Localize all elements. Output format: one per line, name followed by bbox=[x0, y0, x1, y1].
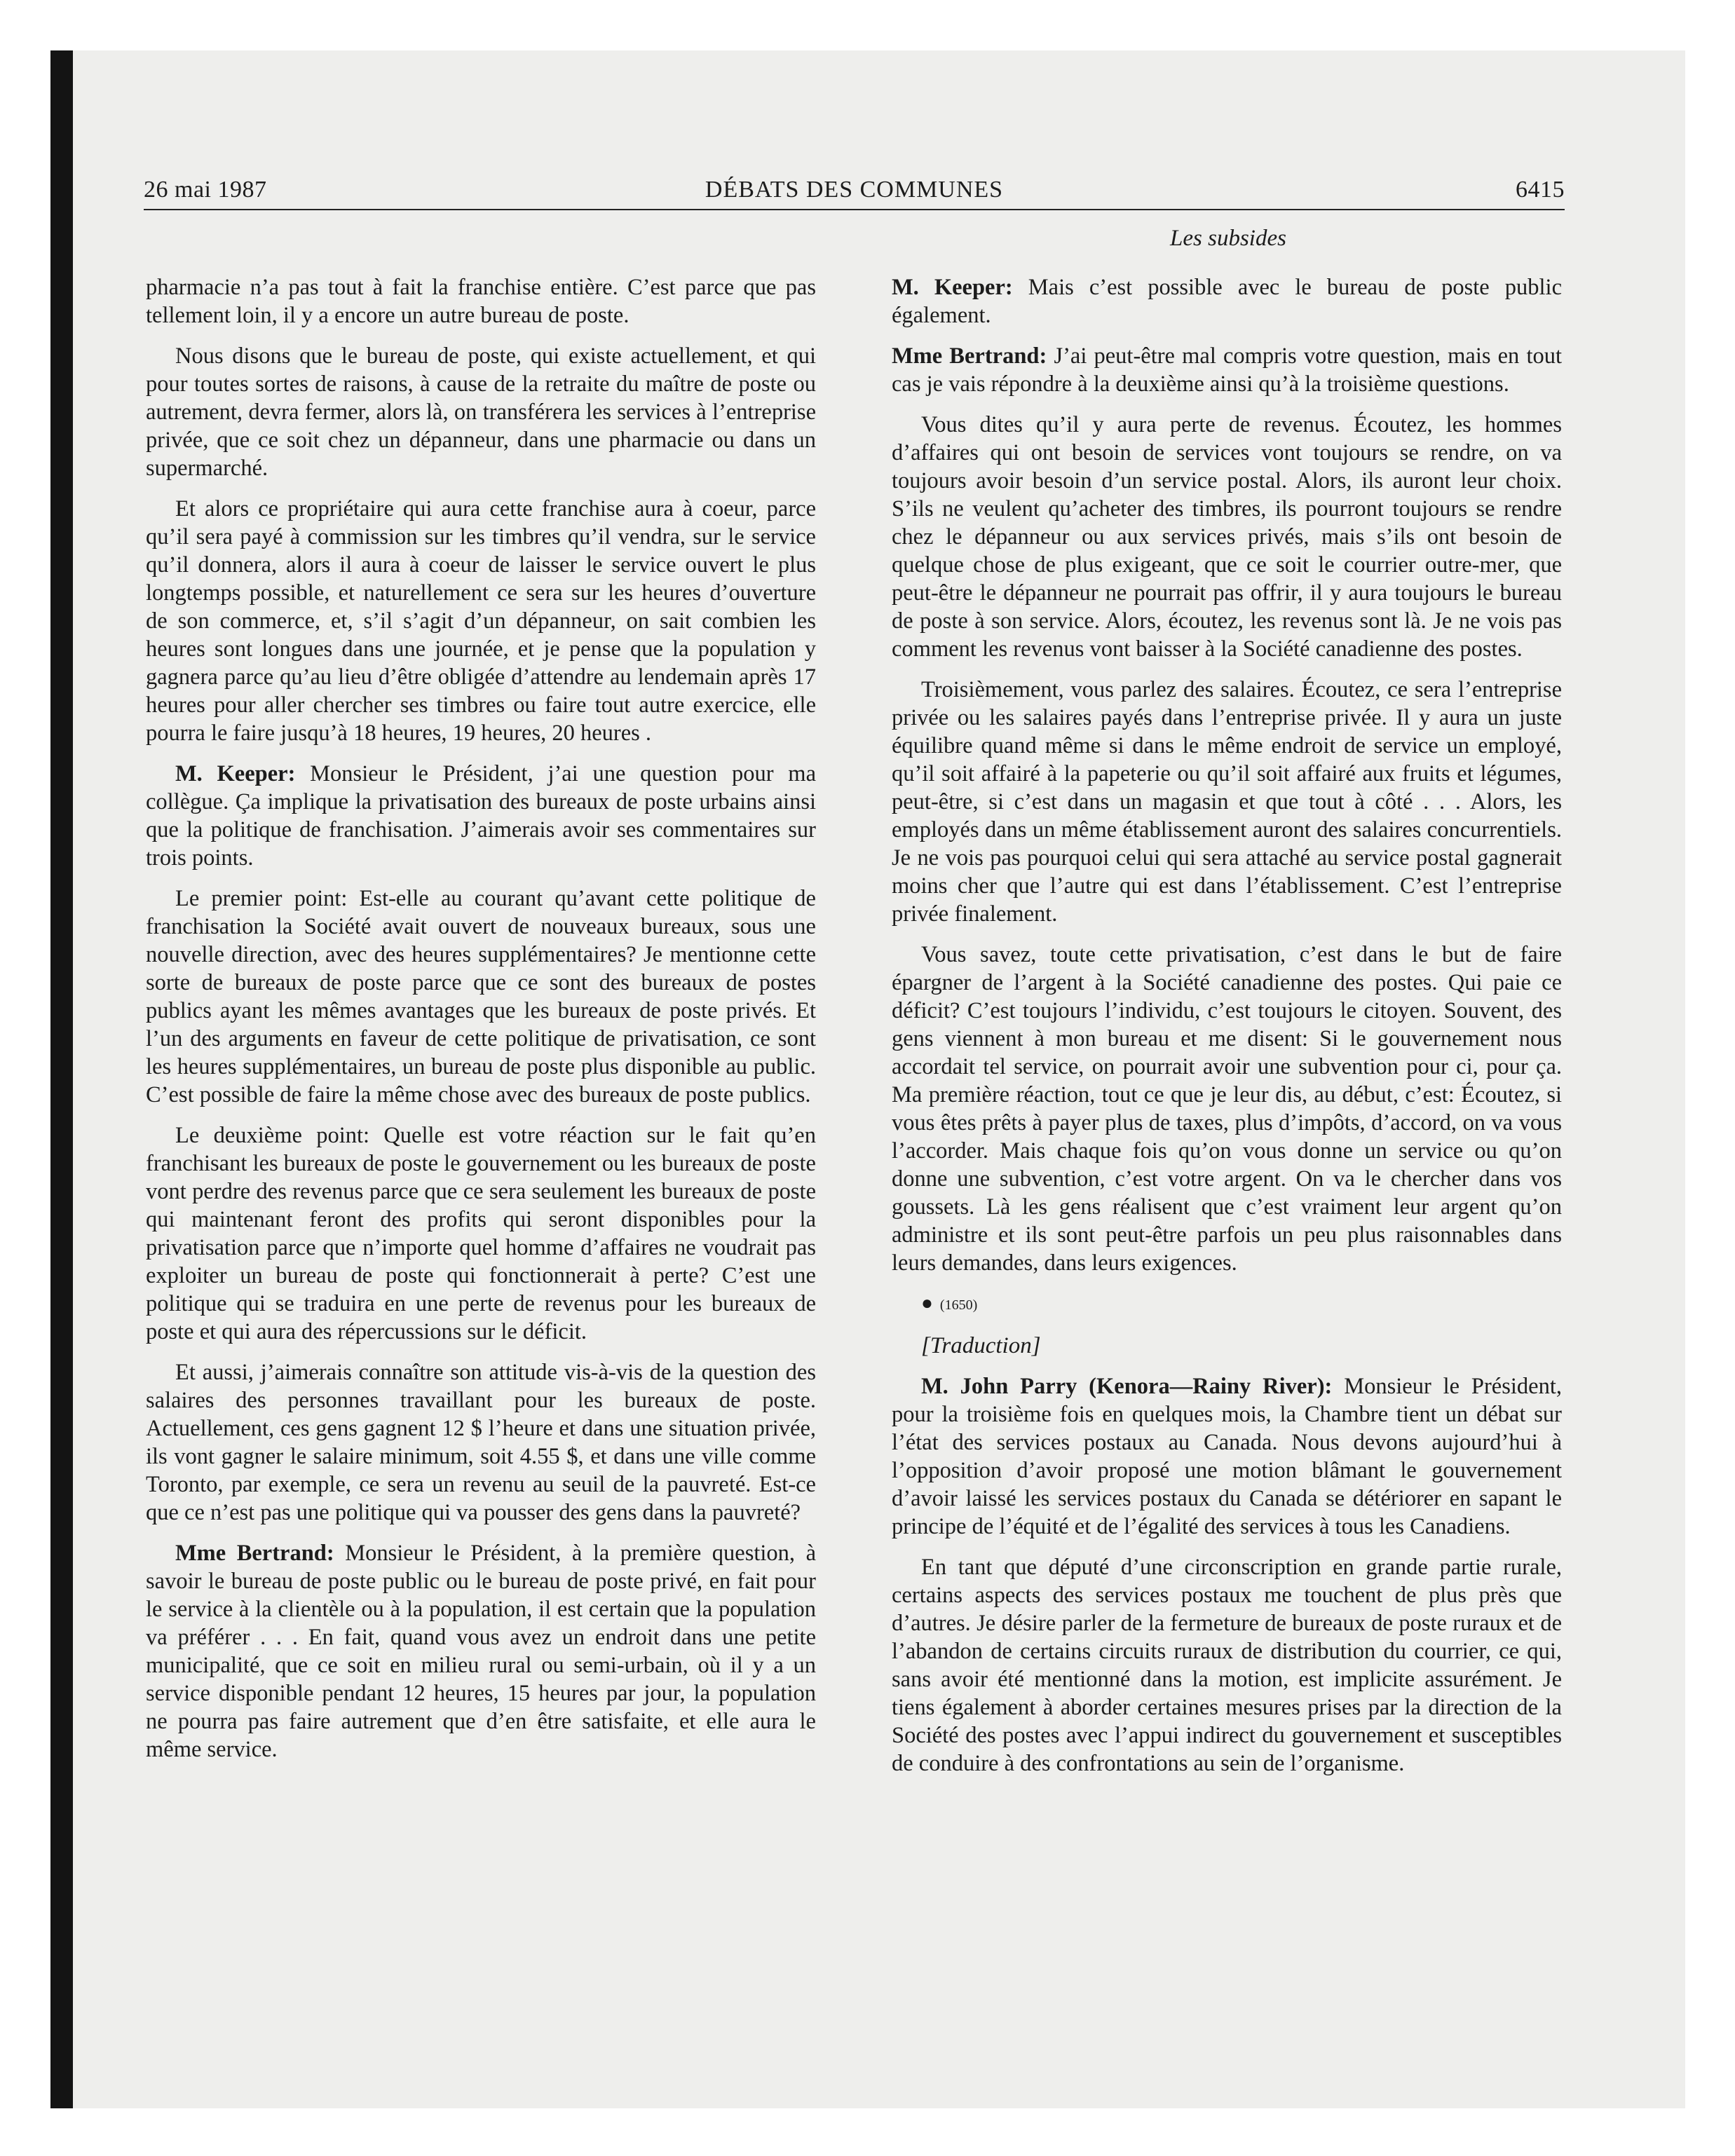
paragraph bbox=[146, 885, 816, 1109]
paragraph bbox=[892, 941, 1562, 1277]
header-rule bbox=[144, 209, 1565, 210]
left-column bbox=[146, 273, 816, 1776]
header-title: DÉBATS DES COMMUNES bbox=[705, 177, 1004, 203]
paragraph-text: Mais c’est possible avec le bureau de poste public également. bbox=[892, 275, 1562, 328]
section-label: Les subsides bbox=[1170, 226, 1286, 251]
paragraph-text: Troisièmement, vous parlez des salaires. Écoutez, ce sera l’entreprise privée ou les salaires payés dans l’entreprise privée. Il y aura un juste équilibre quand même si dans le même endroit de service un employé, qu’il soit affairé à la papeterie ou qu’il soit affairé aux fruits et légumes, peut-être, si c’est dans un magasin et que tout à côté . . . Alors, les employés dans un même établissement auront des salaires concurrentiels. Je ne vois pas pourquoi celui qui sera attaché au service postal gagnerait moins cher que l’autre qui est dans l’établissement. C’est l’entreprise privée finalement. bbox=[892, 677, 1562, 927]
paragraph bbox=[146, 342, 816, 482]
speaker-name: Mme Bertrand: bbox=[175, 1541, 334, 1566]
paragraph-text: Monsieur le Président, pour la troisième fois en quelques mois, la Chambre tient un débat sur l’état des services postaux au Canada. Nous devons aujourd’hui à l’opposition d’avoir proposé une motion blâmant le gouvernement d’avoir laissé les services postaux du Canada se détériorer en sapant le principe de l’équité et de l’égalité des services à tous les Canadiens. bbox=[892, 1374, 1562, 1539]
paragraph bbox=[892, 1372, 1562, 1541]
paragraph bbox=[146, 1358, 816, 1527]
time-marker-text: (1650) bbox=[939, 1297, 978, 1313]
paragraph bbox=[892, 411, 1562, 663]
bullet-icon: ● bbox=[921, 1292, 933, 1314]
speaker-name: Mme Bertrand: bbox=[892, 343, 1047, 369]
speaker-name: M. John Parry (Kenora—Rainy River): bbox=[921, 1374, 1333, 1399]
speaker-name: M. Keeper: bbox=[175, 761, 296, 786]
paragraph bbox=[146, 495, 816, 747]
right-column bbox=[892, 273, 1562, 1790]
paragraph bbox=[146, 273, 816, 329]
page-number: 6415 bbox=[1516, 177, 1565, 203]
paragraph-text: Le premier point: Est-elle au courant qu’avant cette politique de franchisation la Société avait ouvert de nouveaux bureaux, sous une nouvelle direction, avec des heures supplémentaires? Je mentionne cette sorte de bureaux de poste parce que ce sont des bureaux de postes publics ayant les mêmes avantages que les bureaux de poste privés. Et l’un des arguments en faveur de cette politique de privatisation, ce sont les heures supplémentaires, un bureau de poste plus disponible au public. C’est possible de faire la même chose avec des bureaux de poste publics. bbox=[146, 886, 816, 1107]
paragraph bbox=[146, 760, 816, 872]
paragraph-text: Vous dites qu’il y aura perte de revenus. Écoutez, les hommes d’affaires qui ont besoin de services vont toujours se rendre, on va toujours avoir besoin d’un service postal. Alors, ils auront leur choix. S’ils ne veulent qu’acheter des timbres, ils pourront toujours se rendre chez le dépanneur ou aux services privés, mais s’ils ont besoin de quelque chose de plus exigeant, que ce soit le courrier outre-mer, que peut-être le dépanneur ne pourrait pas offrir, il y aura toujours le bureau de poste à son service. Alors, écoutez, les revenus sont là. Je ne vois pas comment les revenus vont baisser à la Société canadienne des postes. bbox=[892, 412, 1562, 662]
time-marker bbox=[892, 1290, 1562, 1319]
paragraph-text: pharmacie n’a pas tout à fait la franchise entière. C’est parce que pas tellement loin, il y a encore un autre bureau de poste. bbox=[146, 275, 816, 328]
paragraph-text: Monsieur le Président, j’ai une question pour ma collègue. Ça implique la privatisation des bureaux de poste urbains ainsi que la politique de franchisation. J’aimerais avoir ses commentaires sur trois points. bbox=[146, 761, 817, 871]
paragraph bbox=[146, 1539, 816, 1763]
header-date: 26 mai 1987 bbox=[144, 177, 267, 203]
paragraph-text: Et alors ce propriétaire qui aura cette franchise aura à coeur, parce qu’il sera payé à commission sur les timbres qu’il vendra, sur le service qu’il donnera, alors il aura à coeur de laisser le service ouvert le plus longtemps possible, et naturellement ce sera sur les heures d’ouverture de son commerce, et, s’il s’agit d’un dépanneur, on sait combien les heures sont longues dans une journée, et je pense que la population y gagnera parce qu’au lieu d’être obligée d’attendre au lendemain après 17 heures pour aller chercher ses timbres ou faire tout autre exercice, elle pourra le faire jusqu’à 18 heures, 19 heures, 20 heures . bbox=[146, 496, 816, 746]
paragraph-text: En tant que député d’une circonscription en grande partie rurale, certains aspects des services postaux me touchent de plus près que d’autres. Je désire parler de la fermeture de bureaux de poste ruraux et de l’abandon de certains circuits ruraux de distribution du courrier, ce qui, sans avoir été mentionné dans la motion, est implicite assurément. Je tiens également à aborder certaines mesures prises par la direction de la Société des postes avec l’appui indirect du gouvernement et susceptibles de conduire à des confrontations au sein de l’organisme. bbox=[892, 1555, 1562, 1776]
paragraph bbox=[892, 342, 1562, 398]
binding-edge bbox=[50, 50, 73, 2108]
translation-label: [Traduction] bbox=[921, 1333, 1041, 1358]
speaker-name: M. Keeper: bbox=[892, 275, 1013, 300]
paragraph bbox=[146, 1121, 816, 1346]
paragraph-text: Monsieur le Président, à la première question, à savoir le bureau de poste public ou le bureau de poste privé, en fait pour le service à la clientèle ou à la population, il est certain que la population va préférer . . . En fait, quand vous avez un endroit dans une petite municipalité, que ce soit en milieu rural ou semi-urbain, où il y a un service disponible pendant 12 heures, 15 heures par jour, la population ne pourra pas faire autrement que d’en être satisfaite, et elle aura le même service. bbox=[146, 1541, 817, 1762]
paragraph bbox=[892, 1553, 1562, 1778]
paragraph-text: Et aussi, j’aimerais connaître son attitude vis-à-vis de la question des salaires des personnes travaillant pour les bureaux de poste. Actuellement, ces gens gagnent 12 $ l’heure et dans une situation privée, ils vont gagner le salaire minimum, soit 4.55 $, et dans une ville comme Toronto, par exemple, ce sera un revenu au seuil de la pauvreté. Est-ce que ce n’est pas une politique qui va pousser des gens dans la pauvreté? bbox=[146, 1360, 816, 1525]
paragraph-text: Le deuxième point: Quelle est votre réaction sur le fait qu’en franchisant les bureaux de poste le gouvernement ou les bureaux de poste vont perdre des revenus parce que ce sera seulement les bureaux de poste qui maintenant feront des profits qui seront disponibles pour la privatisation parce que n’importe quel homme d’affaires ne voudrait pas exploiter un bureau de poste qui fonctionnerait à perte? C’est une politique qui se traduira en une perte de revenus pour les bureaux de poste et qui aura des répercussions sur le déficit. bbox=[146, 1123, 816, 1344]
paragraph bbox=[892, 676, 1562, 928]
paragraph-text: Vous savez, toute cette privatisation, c’est dans le but de faire épargner de l’argent à la Société canadienne des postes. Qui paie ce déficit? C’est toujours l’individu, c’est toujours le citoyen. Souvent, des gens viennent à mon bureau et me disent: Si le gouvernement nous accordait tel service, on pourrait avoir une subvention pour ci, pour ça. Ma première réaction, tout ce que je leur dis, au début, c’est: Écoutez, si vous êtes prêts à payer plus de taxes, plus d’impôts, d’accord, on va vous l’accorder. Mais chaque fois qu’on vous donne un service ou qu’on donne une subvention, c’est votre argent. On va le chercher dans vos goussets. Là les gens réalisent que c’est vraiment leur argent qu’on administre et ils sont peut-être parfois un peu plus raisonnables dans leurs demandes, dans leurs exigences. bbox=[892, 942, 1562, 1276]
page-header bbox=[144, 177, 1565, 210]
paragraph-text: Nous disons que le bureau de poste, qui existe actuellement, et qui pour toutes sortes de raisons, à cause de la retraite du maître de poste ou autrement, devra fermer, alors là, on transférera les services à l’entreprise privée, que ce soit chez un dépanneur, dans une pharmacie ou dans un supermarché. bbox=[146, 343, 816, 481]
paragraph-text: J’ai peut-être mal compris votre question, mais en tout cas je vais répondre à la deuxième ainsi qu’à la troisième questions. bbox=[892, 343, 1563, 397]
paragraph bbox=[892, 273, 1562, 329]
